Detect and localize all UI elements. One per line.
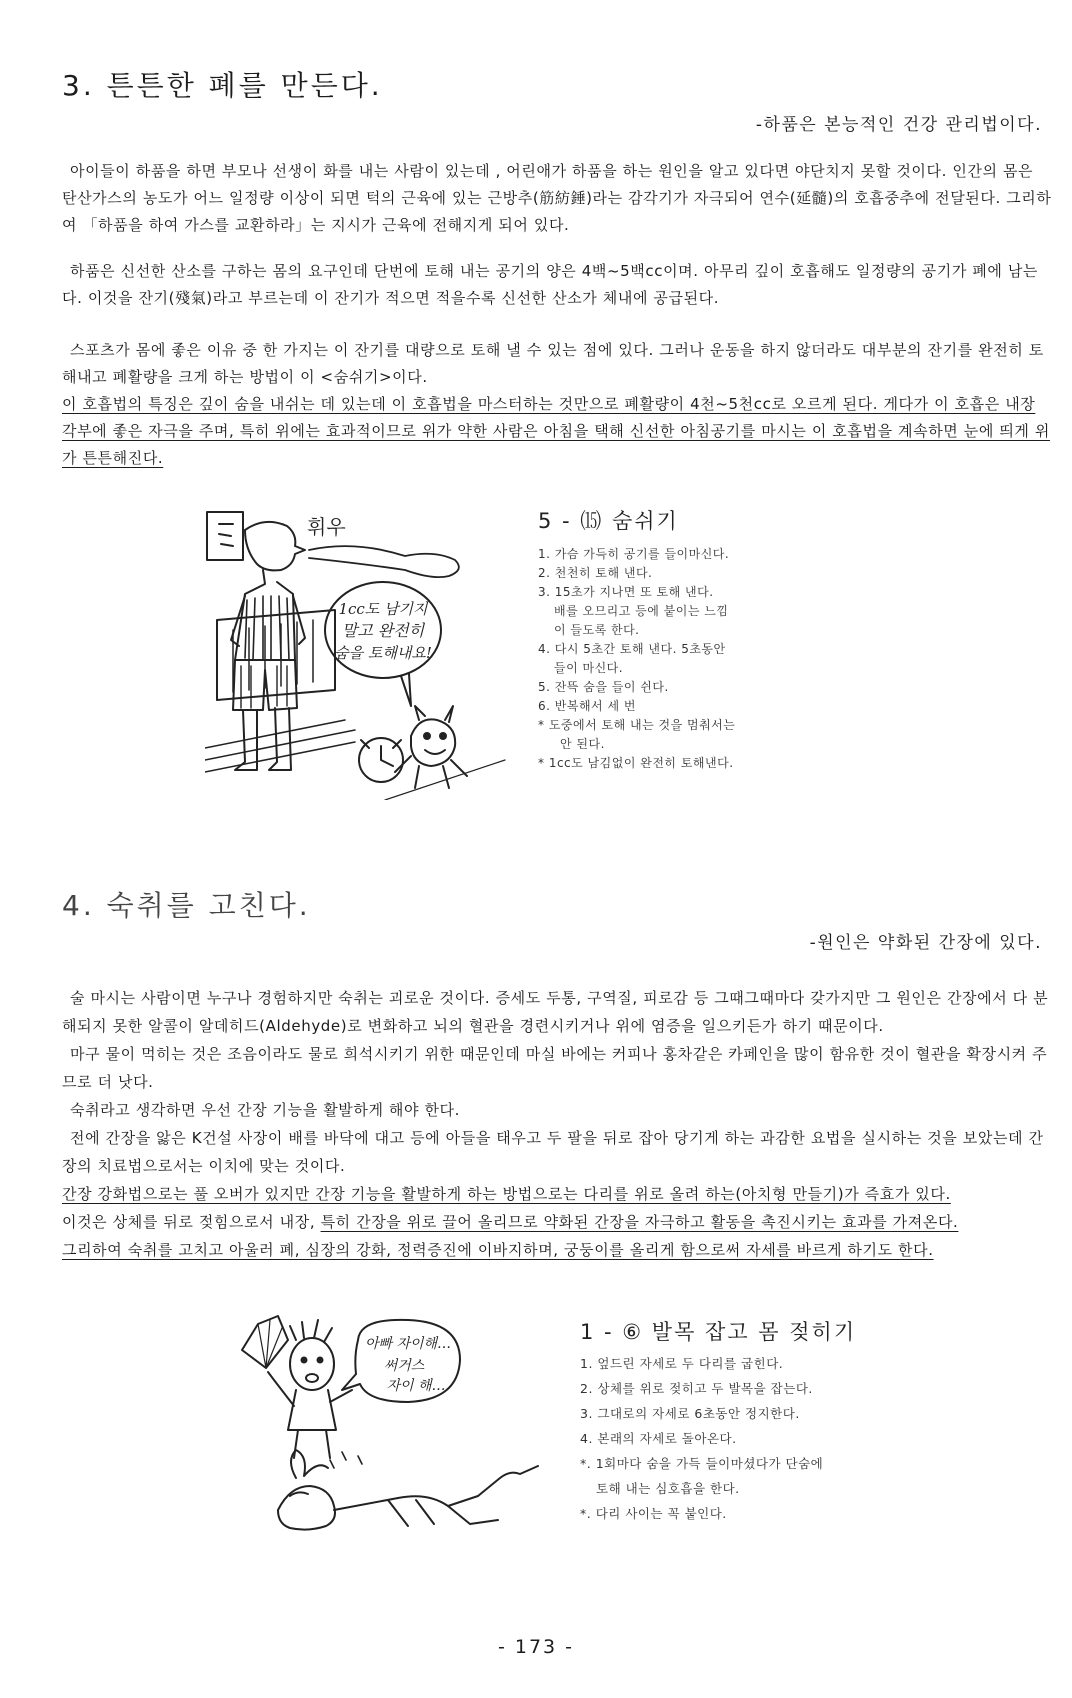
exercise-step: 3. 15초가 지나면 또 토해 낸다. [538,585,714,599]
exercise-step: * 도중에서 토해 내는 것을 멈춰서는 [538,718,736,732]
paragraph: 하품은 신선한 산소를 구하는 몸의 요구인데 단번에 토해 내는 공기의 양은 4백~5백cc이며. 아무리 깊이 호흡해도 일정량의 공기가 폐에 남는다. 이것을 잔기(殘氣)라고 부르는데 이 잔기가 적으면 적을수록 신선한 산소가 체내에 공급된다. [62,262,1039,307]
speech-line: 1cc도 남기지 [338,600,428,618]
paragraph: 스포츠가 몸에 좋은 이유 중 한 가지는 이 잔기를 대량으로 토해 낼 수 있는 점에 있다. 그러나 운동을 하지 않더라도 대부분의 잔기를 완전히 토해내고 폐활량을 크게 하는 방법이 이 <숨쉬기>이다. [62,341,1044,386]
section-subtitle: -하품은 본능적인 건강 관리법이다. [755,115,1042,135]
exhale-sound-label: 휘우 [307,515,346,539]
exercise-steps [580,1351,920,1526]
speech-line: 말고 완전히 [341,621,425,640]
exercise-step: 이 들도록 한다. [554,623,640,637]
exercise-step: 배를 오므리고 등에 붙이는 느낌 [554,604,729,618]
paragraph: 마구 물이 먹히는 것은 조음이라도 물로 희석시키기 위한 때문인데 마실 바에는 커피나 홍차같은 카페인을 많이 함유한 것이 혈관을 확장시켜 주므로 더 낫다. [62,1045,1048,1091]
exercise-title: 5 - ⒂ 숨쉬기 [538,509,679,533]
paragraph: 아이들이 하품을 하면 부모나 선생이 화를 내는 사람이 있는데 , 어린애가 하품을 하는 원인을 알고 있다면 야단치지 못할 것이다. 인간의 몸은 탄산가스의 농도가 어느 일정량 이상이 되면 턱의 근육에 있는 근방추(筋紡錘)라는 감각기가 자극되어 연수(延髓)의 호흡중추에 전달된다. 그리하여 「하품을 하여 가스를 교환하라」는 지시가 근육에 전해지게 되어 있다. [62,162,1052,234]
exercise-step: * 1cc도 남김없이 완전히 토해낸다. [538,756,734,770]
exercise-step: *. 다리 사이는 꼭 붙인다. [580,1506,727,1521]
section-title: 3. 튼튼한 폐를 만든다. [62,69,383,102]
paragraph-block [62,158,1052,239]
speech-line: 숨을 토해내요! [334,644,432,662]
back-bend-illustration [238,1310,543,1535]
exercise-title: 1 - ⑥ 발목 잡고 몸 젖히기 [580,1320,857,1344]
exercise-step: 1. 엎드린 자세로 두 다리를 굽힌다. [580,1356,784,1371]
section-title: 4. 숙취를 고친다. [62,889,311,922]
mixed-paragraph [62,1208,1052,1236]
paragraph-block [62,258,1052,312]
exercise-step: 6. 반복해서 세 번 [538,699,636,713]
exercise-step: 2. 천천히 토해 낸다. [538,566,653,580]
underlined-paragraph: 간장 강화법으로는 풀 오버가 있지만 간장 기능을 활발하게 하는 방법으로는 다리를 위로 올려 하는(아치형 만들기)가 즉효가 있다. [62,1185,951,1203]
plain-text: 이것은 상체를 뒤로 젖힘으로서 내장, [62,1213,321,1231]
exercise-step: 토해 내는 심호흡을 한다. [596,1481,740,1496]
speech-line: 써거스 [383,1358,425,1374]
paragraph: 술 마시는 사람이면 누구나 경험하지만 숙취는 괴로운 것이다. 증세도 두통, 구역질, 피로감 등 그때그때마다 갖가지만 그 원인은 간장에서 다 분해되지 못한 알콜이 알데히드(Aldehyde)로 변화하고 뇌의 혈관을 경련시키거나 위에 염증을 일으키든가 하기 때문이다. [62,989,1049,1035]
exercise-step: 5. 잔뜩 숨을 들이 쉰다. [538,680,669,694]
paragraph-block [62,337,1052,472]
paragraph: 전에 간장을 앓은 K건설 사장이 배를 바닥에 대고 등에 아들을 태우고 두 팔을 뒤로 잡아 당기게 하는 과감한 요법을 실시하는 것을 보았는데 간장의 치료법으로서는 이치에 맞는 것이다. [62,1129,1044,1175]
section-subtitle: -원인은 약화된 간장에 있다. [809,933,1042,953]
page-number: - 173 - [497,1636,575,1658]
exercise-step: 3. 그대로의 자세로 6초동안 정지한다. [580,1406,800,1421]
underlined-text: 특히 간장을 위로 끌어 올리므로 약화된 간장을 자극하고 활동을 촉진시키는 효과를 가져온다. [320,1213,959,1231]
exercise-step: 1. 가슴 가득히 공기를 들이마신다. [538,547,730,561]
breathing-illustration [205,510,520,800]
underlined-paragraph: 그리하여 숙취를 고치고 아울러 폐, 심장의 강화, 정력증진에 이바지하며, 궁둥이를 올리게 함으로써 자세를 바르게 하기도 한다. [62,1241,934,1259]
underlined-paragraph: 이 호흡법의 특징은 깊이 숨을 내쉬는 데 있는데 이 호흡법을 마스터하는 것만으로 폐활량이 4천~5천cc로 오르게 된다. 게다가 이 호흡은 내장 각부에 좋은 자극을 주며, 특히 위에는 효과적이므로 위가 약한 사람은 아침을 택해 신선한 아침공기를 마시는 이 호흡법을 계속하면 눈에 띄게 위가 튼튼해진다. [62,395,1050,467]
speech-line: 자이 해… [386,1378,446,1394]
exercise-step: 4. 본래의 자세로 돌아온다. [580,1431,737,1446]
speech-line: 아빠 자이해… [364,1336,452,1352]
exercise-box [538,509,838,773]
exercise-step: *. 1회마다 숨을 가득 들이마셨다가 단숨에 [580,1456,824,1471]
exercise-step: 안 된다. [560,737,605,751]
exercise-step: 4. 다시 5초간 토해 낸다. 5초동안 [538,642,726,656]
exercise-steps [538,545,838,773]
paragraph-block [62,984,1052,1264]
exercise-step: 2. 상체를 위로 젖히고 두 발목을 잡는다. [580,1381,813,1396]
exercise-step: 들이 마신다. [554,661,624,675]
exercise-box [580,1320,920,1526]
paragraph: 숙취라고 생각하면 우선 간장 기능을 활발하게 해야 한다. [70,1101,461,1119]
